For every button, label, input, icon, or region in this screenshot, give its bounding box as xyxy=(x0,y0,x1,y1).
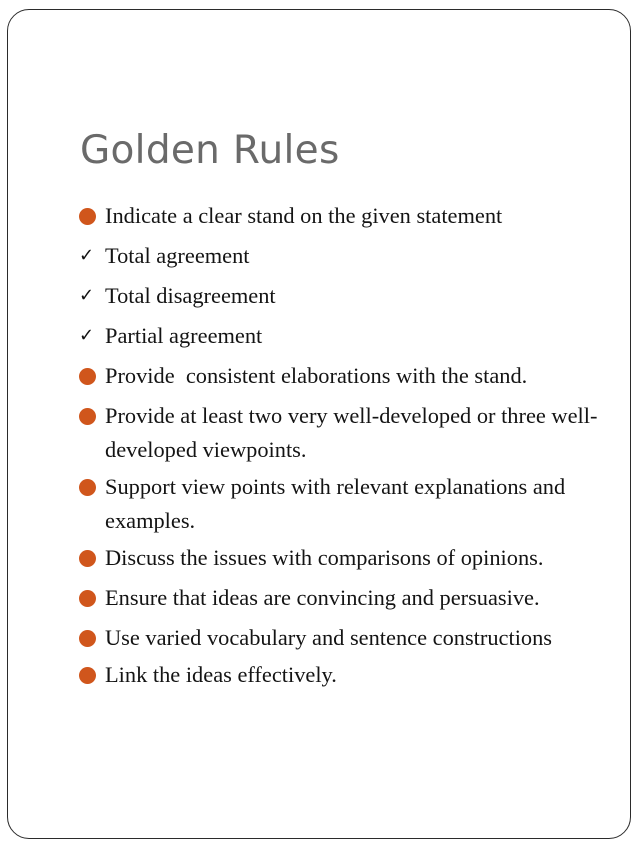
list-item xyxy=(78,199,618,233)
bullet-dot-icon xyxy=(78,621,102,655)
list-item-text: Discuss the issues with comparisons of opinions. xyxy=(105,545,544,570)
list-item-text: Total disagreement xyxy=(105,283,276,308)
list-item-text: Link the ideas effectively. xyxy=(105,662,337,687)
slide-frame xyxy=(7,9,631,839)
list-item-text: Total agreement xyxy=(105,243,250,268)
rules-list xyxy=(78,199,618,698)
list-item xyxy=(78,621,618,655)
bullet-dot-icon xyxy=(78,658,102,692)
bullet-dot-icon xyxy=(78,541,102,575)
list-item xyxy=(78,541,618,575)
list-item xyxy=(78,470,618,538)
slide-title: Golden Rules xyxy=(80,128,340,173)
list-item xyxy=(78,658,618,692)
bullet-dot-icon xyxy=(78,399,102,433)
list-item xyxy=(78,581,618,615)
checkmark-icon: ✓ xyxy=(79,325,95,346)
list-item-text: Support view points with relevant explanations and examples. xyxy=(105,474,566,533)
checkmark-icon: ✓ xyxy=(79,245,95,266)
list-item-text: Use varied vocabulary and sentence constructions xyxy=(105,625,553,650)
list-item-text: Partial agreement xyxy=(105,323,263,348)
list-item xyxy=(78,359,618,393)
list-item-text: Indicate a clear stand on the given statement xyxy=(105,203,503,228)
list-item xyxy=(78,239,618,273)
list-item xyxy=(78,399,618,467)
checkmark-icon: ✓ xyxy=(79,285,95,306)
list-item xyxy=(78,279,618,313)
list-item-text: Provide at least two very well-developed or three well-developed viewpoints. xyxy=(105,403,598,462)
bullet-dot-icon xyxy=(78,581,102,615)
list-item xyxy=(78,319,618,353)
bullet-dot-icon xyxy=(78,359,102,393)
list-item-text: Provide consistent elaborations with the stand. xyxy=(105,363,528,388)
bullet-dot-icon xyxy=(78,199,102,233)
bullet-dot-icon xyxy=(78,470,102,504)
list-item-text: Ensure that ideas are convincing and persuasive. xyxy=(105,585,540,610)
